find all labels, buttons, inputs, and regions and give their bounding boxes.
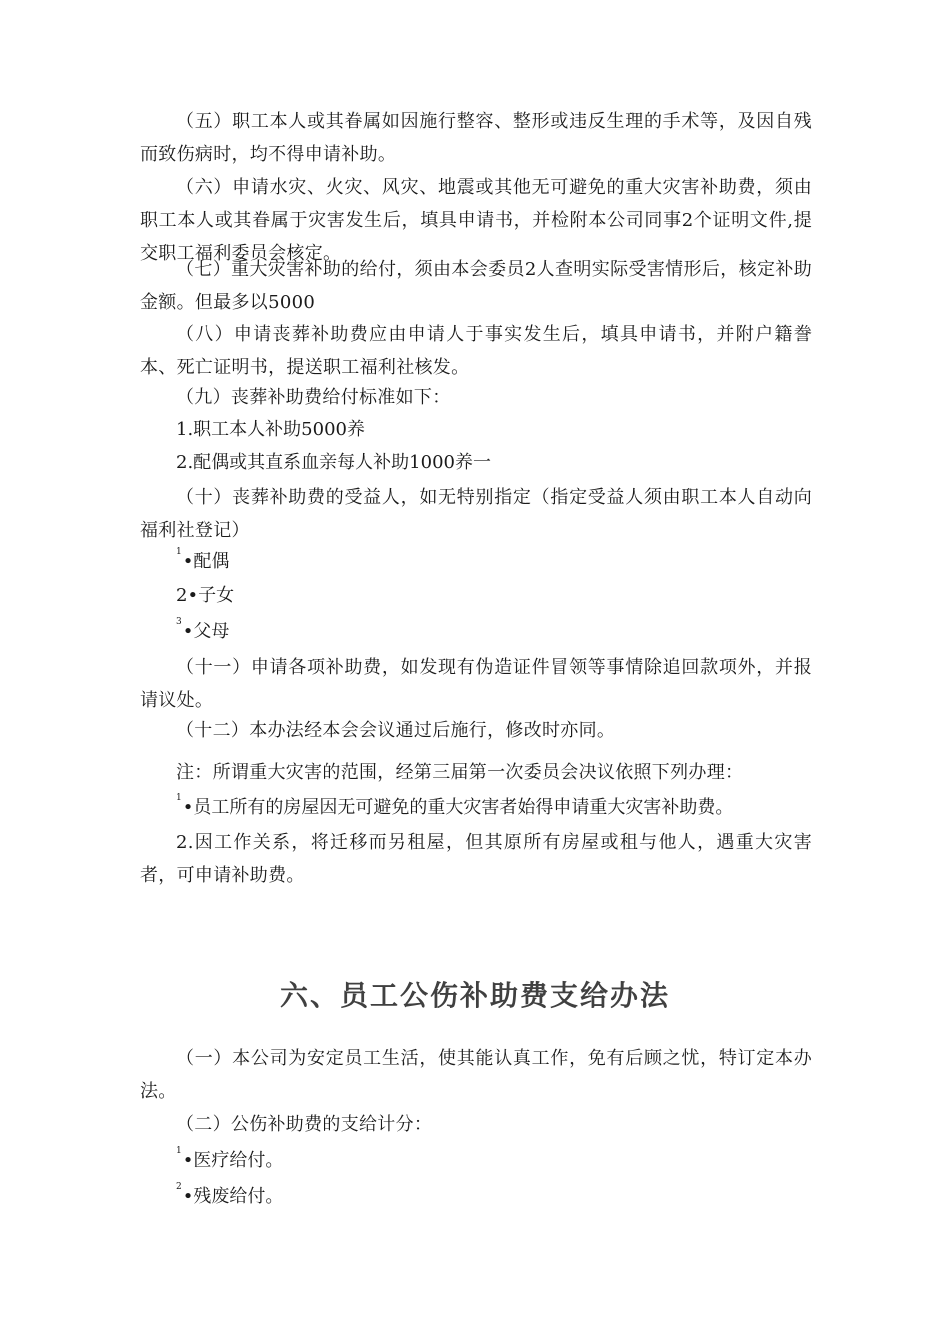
list-item [176,791,733,824]
section-paragraph-1: （一）本公司为安定员工生活，使其能认真工作，免有后顾之忧，特订定本办法。 [140,1048,812,1102]
paragraph-10: （十）丧葬补助费的受益人，如无特别指定（指定受益人须由职工本人自动向福利社登记） [140,487,812,541]
list-item [176,1180,283,1213]
paragraph-8: （八）申请丧葬补助费应由申请人于事实发生后，填具申请书，并附户籍誊本、死亡证明书，提送职工福利社核发。 [140,324,812,378]
list-number: 1 [176,1146,182,1156]
paragraph-9: （九）丧葬补助费给付标准如下： [176,387,451,408]
section-heading: 六、员工公伤补助费支给办法 [279,979,670,1012]
list-item: 1.职工本人补助5000养 [176,419,365,440]
paragraph-7: （七）重大灾害补助的给付，须由本会委员2人查明实际受害情形后，核定补助金额。但最多以5000 [140,259,812,313]
note-paragraph: 注：所谓重大灾害的范围，经第三届第一次委员会决议依照下列办理： [176,762,744,783]
list-number: 1 [176,793,182,803]
list-item [176,615,229,648]
paragraph-12: （十二）本办法经本会会议通过后施行，修改时亦同。 [176,720,616,741]
list-item: 2.配偶或其直系血亲每人补助1000养一 [176,452,491,473]
list-item: 2•子女 [176,585,235,606]
list-item: 2.因工作关系，将迁移而另租屋，但其原所有房屋或租与他人，遇重大灾害者，可申请补助费。 [140,832,812,886]
list-text: •父母 [182,621,230,642]
paragraph-6: （六）申请水灾、火灾、风灾、地震或其他无可避免的重大灾害补助费，须由职工本人或其眷属于灾害发生后，填具申请书，并检附本公司同事2个证明文件,提交职工福利委员会核定。 [140,177,812,264]
list-item [176,545,229,578]
list-text: •配偶 [182,551,230,572]
list-item [176,1144,283,1177]
list-text: •员工所有的房屋因无可避免的重大灾害者始得申请重大灾害补助费。 [182,797,734,818]
list-text: •残废给付。 [182,1186,284,1207]
paragraph-5: （五）职工本人或其眷属如因施行整容、整形或违反生理的手术等，及因自残而致伤病时，均不得申请补助。 [140,111,812,165]
list-number: 2 [176,1182,182,1192]
list-text: •医疗给付。 [182,1150,284,1171]
list-number: 3 [176,617,182,627]
list-number: 1 [176,547,182,557]
paragraph-11: （十一）申请各项补助费，如发现有伪造证件冒领等事情除追回款项外，并报请议处。 [140,657,812,711]
section-paragraph-2: （二）公伤补助费的支给计分： [176,1114,433,1135]
